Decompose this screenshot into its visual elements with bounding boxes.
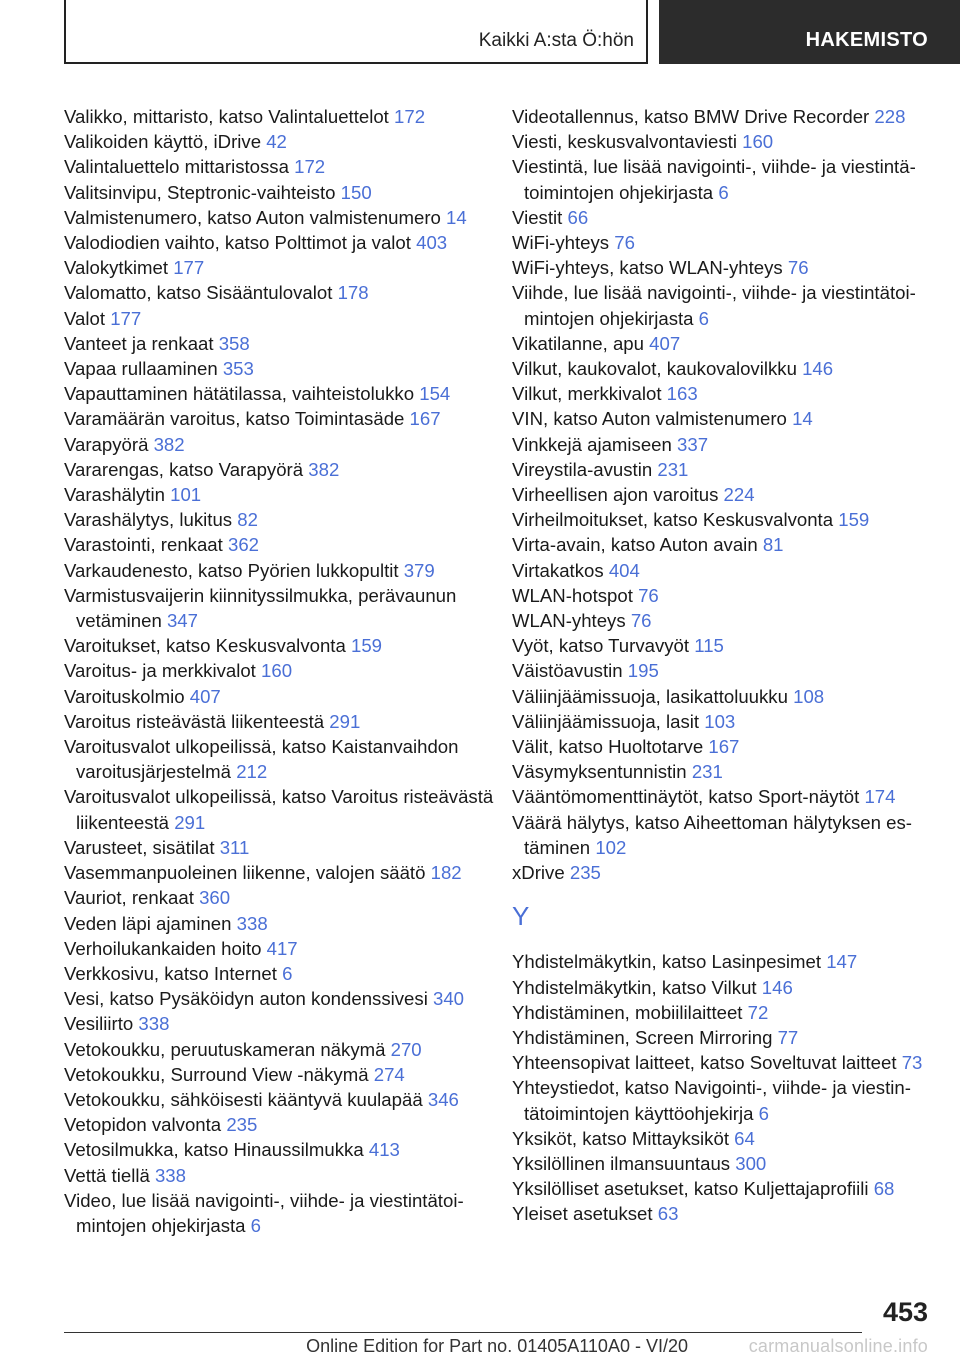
page-link[interactable]: 14 [792,408,813,430]
index-entry-text: Virheilmoitukset, katso Keskusvalvonta [512,509,834,531]
index-entry [64,583,494,633]
index-entry [64,356,494,381]
index-entry [512,457,942,482]
index-entry [512,406,942,431]
index-entry [512,1126,942,1151]
page-link[interactable]: 6 [250,1214,262,1236]
index-entry [512,949,942,974]
index-entry-text: Yhdistelmäkytkin, katso Lasinpesimet [512,951,822,973]
index-entry [512,205,942,230]
index-entry [64,154,494,179]
index-entry-text: Varoitusvalot ulkopeilissä, katso Kaistanvaihdon varoitusjärjestelmä [64,736,459,783]
page-link[interactable]: 270 [390,1038,422,1060]
index-entry-text: Varusteet, sisätilat [64,836,215,858]
index-entry-text: Vääntömomenttinäytöt, katso Sport-näytöt [512,786,860,808]
page-link[interactable]: 160 [261,660,293,682]
page-link[interactable]: 167 [708,736,740,758]
index-entry [64,1011,494,1036]
section-title: Kaikki A:sta Ö:hön [478,30,634,51]
index-entry [64,532,494,557]
page-link[interactable]: 150 [340,181,372,203]
index-entry [64,1163,494,1188]
index-entry [512,558,942,583]
index-entry [64,255,494,280]
page-link[interactable]: 300 [735,1152,767,1174]
page-link[interactable]: 101 [170,484,202,506]
index-entry-text: Varoitus- ja merkkivalot [64,660,256,682]
index-entry-text: Viestintä, lue lisää navigointi-, viihde- ja viestintätoimintojen ohjekirjasta [512,156,916,203]
page-link[interactable]: 174 [864,786,896,808]
index-entry-text: Valikko, mittaristo, katso Valintaluettelot [64,106,389,127]
index-entry-text: Virheellisen ajon varoitus [512,484,719,506]
index-entry-text: Viestit [512,206,563,228]
index-entry-text: Vauriot, renkaat [64,887,194,909]
page-link[interactable]: 346 [427,1088,459,1110]
page-link[interactable]: 182 [430,862,462,884]
index-entry [512,1075,942,1125]
index-entry [512,532,942,557]
index-entry [512,432,942,457]
page-link[interactable]: 274 [373,1063,405,1085]
page-link[interactable]: 195 [627,660,659,682]
index-entry-text: Varoitusvalot ulkopeilissä, katso Varoitus risteävästä liikenteestä [64,786,494,833]
page-link[interactable]: 338 [138,1013,170,1035]
index-entry [64,230,494,255]
index-entry-text: Yhteensopivat laitteet, katso Soveltuvat laitteet [512,1052,897,1074]
index-entry-text: Yksilöllinen ilmansuuntaus [512,1152,731,1174]
index-entry [64,885,494,910]
index-entry-text: Varoitus risteävästä liikenteestä [64,710,325,732]
index-entry-text: VIN, katso Auton valmistenumero [512,408,787,430]
index-entry-text: Valmistenumero, katso Auton valmistenumero [64,206,441,228]
index-entry-text: Vilkut, merkkivalot [512,383,662,405]
index-entry [512,1176,942,1201]
index-entry [64,658,494,683]
index-entry-text: Varamäärän varoitus, katso Toimintasäde [64,408,405,430]
page-link[interactable]: 382 [153,433,185,455]
index-entry [512,1050,942,1075]
page-number: 453 [882,1297,928,1327]
index-entry-text: Yhteystiedot, katso Navigointi-, viihde- ja viestintätoimintojen käyttöohjekirja [512,1077,911,1124]
page-link[interactable]: 159 [838,509,870,531]
index-entry-text: Valodiodien vaihto, katso Polttimot ja valot [64,232,411,254]
page-link[interactable]: 311 [219,836,250,858]
page-link[interactable]: 379 [403,559,435,581]
index-entry-text: Valokytkimet [64,257,169,279]
page-link[interactable]: 407 [189,685,221,707]
footer-divider [64,1332,862,1333]
page-link[interactable]: 231 [691,761,723,783]
index-entry [64,734,494,784]
page-link[interactable]: 347 [166,610,198,632]
index-entry [64,835,494,860]
index-entry-text: Vilkut, kaukovalot, kaukovalovilkku [512,358,797,380]
index-entry [64,507,494,532]
index-entry-text: Virtakatkos [512,559,604,581]
index-entry [512,507,942,532]
page-link[interactable]: 6 [718,181,729,203]
page-link[interactable]: 291 [174,811,206,833]
page-link[interactable]: 6 [758,1102,769,1124]
index-entry-text: Videotallennus, katso BMW Drive Recorder [512,106,870,127]
page-link[interactable]: 102 [595,836,627,858]
index-tab-label: HAKEMISTO [805,29,928,51]
index-entry-text: Vetokoukku, Surround View -näkymä [64,1063,369,1085]
index-entry-text: Varapyörä [64,433,149,455]
index-entry [512,975,942,1000]
index-entry [64,1112,494,1137]
index-entry [64,1062,494,1087]
page-link[interactable]: 212 [236,761,268,783]
page-link[interactable]: 63 [657,1203,679,1225]
index-entry-text: Valomatto, katso Sisääntulovalot [64,282,333,304]
index-entry [512,230,942,255]
index-entry-text: Valintaluettelo mittaristossa [64,156,289,178]
index-entry [512,104,942,129]
page-link[interactable]: 382 [308,458,340,480]
index-entry [64,860,494,885]
index-entry-text: Yhdistelmäkytkin, katso Vilkut [512,976,757,998]
edition-text: Online Edition for Part no. 01405A110A0 - VI/20 [306,1336,688,1356]
index-entry-text: Varashälytys, lukitus [64,509,233,531]
page-link[interactable]: 172 [394,106,426,127]
index-entry-text: Vararengas, katso Varapyörä [64,458,304,480]
index-entry-text: Väliinjäämissuoja, lasit [512,710,700,732]
index-entry-text: Vetokoukku, sähköisesti kääntyvä kuulapää [64,1088,423,1110]
index-entry [64,104,494,129]
index-entry [512,784,942,809]
index-entry [64,633,494,658]
page-link[interactable]: 404 [608,559,640,581]
page-link[interactable]: 115 [694,635,724,657]
index-column-right [512,104,942,1227]
index-entry-text: Vireystila-avustin [512,458,653,480]
page-link[interactable]: 172 [294,156,326,178]
index-entry-text: Viihde, lue lisää navigointi-, viihde- ja viestintätoimintojen ohjekirjasta [512,282,916,329]
watermark: carmanualsonline.info [748,1336,928,1356]
page-link[interactable]: 42 [266,131,287,153]
index-entry-text: WiFi-yhteys [512,232,610,254]
index-entry [512,709,942,734]
page-link[interactable]: 224 [723,484,755,506]
index-entry-text: Veden läpi ajaminen [64,912,232,934]
index-entry [512,658,942,683]
index-entry-text: Vesiliirto [64,1013,134,1035]
index-entry [64,381,494,406]
page-link[interactable]: 146 [802,358,834,380]
page-link[interactable]: 108 [793,685,825,707]
index-entry [512,1201,942,1226]
index-entry [512,759,942,784]
page-link[interactable]: 154 [419,383,451,405]
index-entry-text: Virta-avain, katso Auton avain [512,534,758,556]
page-link[interactable]: 413 [368,1139,400,1161]
index-entry [64,684,494,709]
index-entry [512,684,942,709]
page-link[interactable]: 6 [282,962,293,984]
index-entry-text: Yksiköt, katso Mittayksiköt [512,1127,729,1149]
index-entry [512,734,942,759]
index-entry [512,280,942,330]
index-entry-text: Vetosilmukka, katso Hinaussilmukka [64,1139,364,1161]
index-entry-text: Vanteet ja renkaat [64,332,214,354]
page-link[interactable]: 76 [614,232,635,254]
index-entry [512,860,942,885]
page-link[interactable]: 337 [677,433,709,455]
index-entry [64,406,494,431]
page-link[interactable]: 68 [873,1178,895,1200]
index-column-left [64,104,494,1238]
index-entry-text: xDrive [512,862,565,884]
page-link[interactable]: 228 [874,106,906,127]
index-entry [64,331,494,356]
index-entry-text: Varmistusvaijerin kiinnityssilmukka, perävaunun vetäminen [64,584,457,632]
page-link[interactable]: 160 [742,131,774,153]
index-entry-text: WLAN-yhteys [512,610,626,632]
index-entry-text: Vapauttaminen hätätilassa, vaihteistolukko [64,383,415,405]
page-link[interactable]: 66 [567,206,589,228]
index-entry [64,280,494,305]
page-link[interactable]: 177 [173,257,205,279]
index-entry-text: Viesti, keskusvalvontaviesti [512,131,737,153]
index-entry [64,1188,494,1238]
index-entry-text: Valikoiden käyttö, iDrive [64,131,262,153]
index-entry-text: Väärä hälytys, katso Aiheettoman hälytyksen estäminen [512,811,912,858]
page-link[interactable]: 340 [433,988,465,1010]
page-link[interactable]: 76 [787,257,809,279]
index-entry [64,205,494,230]
page-link[interactable]: 338 [236,912,268,934]
index-entry [512,331,942,356]
page-link[interactable]: 14 [446,206,467,228]
index-entry-text: Vetopidon valvonta [64,1114,222,1136]
index-entry-text: Väsymyksentunnistin [512,761,687,783]
index-entry [64,180,494,205]
index-entry [64,129,494,154]
index-entry [512,1151,942,1176]
index-entry-text: Varashälytin [64,484,165,506]
page-link[interactable]: 77 [777,1026,799,1048]
index-entry-text: Vesi, katso Pysäköidyn auton kondenssivesi [64,988,428,1010]
index-entry-text: Väistöavustin [512,660,623,682]
index-entry-text: WLAN-hotspot [512,584,633,606]
page-link[interactable]: 64 [734,1127,755,1149]
page-link[interactable]: 235 [226,1114,258,1136]
index-entry-text: Yhdistäminen, mobiililaitteet [512,1001,743,1023]
index-entry [64,784,494,834]
page-link[interactable]: 358 [218,332,250,354]
index-entry [512,482,942,507]
index-entry [64,306,494,331]
index-entry-text: Varkaudenesto, katso Pyörien lukkopultit [64,559,399,581]
page-link[interactable]: 159 [350,635,383,657]
page-link[interactable]: 235 [569,862,601,884]
index-entry-text: Vetokoukku, peruutuskameran näkymä [64,1038,386,1060]
index-entry [512,633,942,658]
index-entry [512,608,942,633]
page-link[interactable]: 103 [704,710,736,732]
index-entry [512,810,942,860]
index-entry-text: Vinkkejä ajamiseen [512,433,672,455]
page-link[interactable]: 291 [329,710,361,732]
index-entry-text: Verhoilukankaiden hoito [64,937,262,959]
index-entry [64,1037,494,1062]
index-entry-text: Yhdistäminen, Screen Mirroring [512,1026,773,1048]
page-link[interactable]: 338 [154,1164,186,1186]
index-entry [64,936,494,961]
index-entry [512,1025,942,1050]
page-link[interactable]: 407 [649,332,681,354]
index-entry-text: Vyöt, katso Turvavyöt [512,635,690,657]
page-link[interactable]: 231 [657,458,689,480]
page-link[interactable]: 73 [901,1052,923,1074]
index-entry [512,1000,942,1025]
page-link[interactable]: 417 [266,937,298,959]
index-entry-text: Vikatilanne, apu [512,332,644,354]
index-entry [64,482,494,507]
page-link[interactable]: 163 [666,383,698,405]
index-entry-text: Välit, katso Huoltotarve [512,736,704,758]
index-entry-text: Yksilölliset asetukset, katso Kuljettajaprofiili [512,1178,869,1200]
page-link[interactable]: 403 [416,232,448,254]
index-entry-text: Vasemmanpuoleinen liikenne, valojen säätö [64,862,426,884]
letter-heading-y: Y [512,901,530,932]
page-link[interactable]: 353 [222,358,254,380]
index-entry-text: Vapaa rullaaminen [64,358,218,380]
index-entry [64,986,494,1011]
index-entry [512,255,942,280]
index-entry [64,1137,494,1162]
index-entry-text: Valot [64,307,106,329]
index-entry-text: Video, lue lisää navigointi-, viihde- ja viestintätoimintojen ohjekirjasta [64,1189,464,1236]
index-entry-text: Vettä tiellä [64,1164,150,1186]
page-link[interactable]: 76 [638,584,659,606]
index-entry-text: Verkkosivu, katso Internet [64,962,277,984]
index-entry [64,1087,494,1112]
index-entry [64,432,494,457]
page-link[interactable]: 178 [337,282,369,304]
index-entry [64,911,494,936]
page-link[interactable]: 360 [199,887,231,909]
index-tab[interactable] [659,0,960,64]
index-entry [512,154,942,204]
page-link[interactable]: 147 [826,951,858,973]
index-entry-text: Väliinjäämissuoja, lasikattoluukku [512,685,788,707]
index-entry [512,129,942,154]
index-entry [64,457,494,482]
index-entry [64,558,494,583]
index-entry [512,583,942,608]
page-link[interactable]: 82 [237,509,258,531]
page-link[interactable]: 177 [110,307,142,329]
index-entry [64,961,494,986]
page-link[interactable]: 362 [228,534,260,556]
index-entry-text: Valitsinvipu, Steptronic-vaihteisto [64,181,336,203]
index-entry-text: Varastointi, renkaat [64,534,223,556]
index-entry-text: Yleiset asetukset [512,1203,653,1225]
page-link[interactable]: 76 [630,610,652,632]
index-entry [64,709,494,734]
page-link[interactable]: 81 [762,534,784,556]
index-entry-text: WiFi-yhteys, katso WLAN-yhteys [512,257,783,279]
index-entry [512,381,942,406]
page-link[interactable]: 167 [409,408,441,430]
index-entry [512,356,942,381]
index-entry-text: Varoituskolmio [64,685,185,707]
page-link[interactable]: 6 [698,307,710,329]
page-link[interactable]: 72 [747,1001,769,1023]
page-link[interactable]: 146 [761,976,793,998]
index-entry-text: Varoitukset, katso Keskusvalvonta [64,635,346,657]
